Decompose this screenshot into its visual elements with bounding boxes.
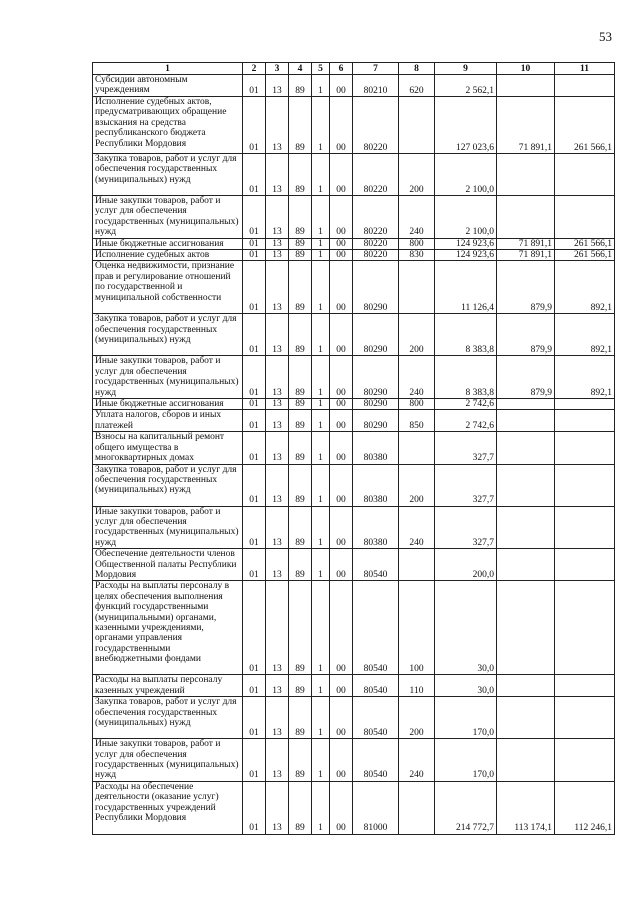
cell-col-3: 13 (266, 75, 289, 97)
cell-col-7: 80220 (353, 196, 399, 239)
cell-col-4: 89 (289, 675, 312, 697)
cell-col-5: 1 (312, 549, 330, 581)
cell-col-5: 1 (312, 410, 330, 432)
cell-col-10 (497, 549, 555, 581)
cell-col-5: 1 (312, 399, 330, 410)
cell-col-4: 89 (289, 196, 312, 239)
cell-col-4: 89 (289, 261, 312, 314)
cell-col-8 (399, 97, 435, 154)
row-name-cell (93, 196, 243, 239)
table-row (93, 675, 615, 697)
cell-col-5: 1 (312, 781, 330, 834)
cell-col-7: 81000 (353, 781, 399, 834)
cell-col-11 (555, 506, 615, 549)
cell-col-2: 01 (243, 739, 266, 782)
cell-col-7: 80290 (353, 314, 399, 356)
cell-col-3: 13 (266, 250, 289, 261)
cell-col-2: 01 (243, 314, 266, 356)
cell-col-7: 80290 (353, 356, 399, 399)
cell-col-4: 89 (289, 356, 312, 399)
cell-col-9: 200,0 (435, 549, 497, 581)
cell-col-2: 01 (243, 549, 266, 581)
cell-col-4: 89 (289, 549, 312, 581)
row-name: Иные закупки товаров, работ и услуг для обеспечения государственных (муниципальных) нужд (95, 356, 239, 398)
cell-col-6: 00 (330, 549, 353, 581)
cell-col-8: 240 (399, 506, 435, 549)
row-name: Расходы на обеспечение деятельности (оказание услуг) государственных учреждений Республики Мордовия (95, 781, 219, 823)
cell-col-6: 00 (330, 97, 353, 154)
cell-col-5: 1 (312, 432, 330, 464)
row-name: Закупка товаров, работ и услуг для обеспечения государственных (муниципальных) нужд (95, 154, 237, 185)
row-name: Субсидии автономным учреждениям (95, 75, 188, 96)
cell-col-9: 8 383,8 (435, 356, 497, 399)
cell-col-4: 89 (289, 250, 312, 261)
cell-col-3: 13 (266, 675, 289, 697)
cell-col-7: 80380 (353, 432, 399, 464)
cell-col-10 (497, 410, 555, 432)
cell-col-9: 170,0 (435, 697, 497, 739)
table-body (93, 75, 615, 835)
cell-col-8: 200 (399, 154, 435, 196)
cell-col-3: 13 (266, 238, 289, 249)
cell-col-10 (497, 464, 555, 506)
table-row (93, 154, 615, 196)
row-name-cell (93, 399, 243, 410)
row-name-cell (93, 97, 243, 154)
cell-col-7: 80380 (353, 464, 399, 506)
cell-col-3: 13 (266, 314, 289, 356)
cell-col-9: 30,0 (435, 675, 497, 697)
row-name-cell (93, 739, 243, 782)
cell-col-7: 80290 (353, 410, 399, 432)
cell-col-9: 170,0 (435, 739, 497, 782)
row-name-cell (93, 781, 243, 834)
table-row (93, 506, 615, 549)
cell-col-11: 261 566,1 (555, 97, 615, 154)
cell-col-11: 112 246,1 (555, 781, 615, 834)
cell-col-8: 200 (399, 464, 435, 506)
row-name: Иные закупки товаров, работ и услуг для обеспечения государственных (муниципальных) нужд (95, 739, 239, 781)
table-row (93, 410, 615, 432)
cell-col-7: 80540 (353, 739, 399, 782)
cell-col-4: 89 (289, 697, 312, 739)
cell-col-3: 13 (266, 410, 289, 432)
cell-col-8: 200 (399, 314, 435, 356)
cell-col-6: 00 (330, 432, 353, 464)
column-header: 11 (555, 63, 615, 75)
cell-col-7: 80290 (353, 399, 399, 410)
row-name: Исполнение судебных актов, предусматривающих обращение взыскания на средства республиканского бюджета Республики Мордовия (95, 97, 227, 149)
row-name-cell (93, 675, 243, 697)
cell-col-8: 200 (399, 697, 435, 739)
cell-col-2: 01 (243, 399, 266, 410)
row-name: Исполнение судебных актов (95, 250, 210, 261)
cell-col-6: 00 (330, 196, 353, 239)
cell-col-10 (497, 581, 555, 675)
row-name: Закупка товаров, работ и услуг для обеспечения государственных (муниципальных) нужд (95, 314, 237, 346)
cell-col-6: 00 (330, 697, 353, 739)
cell-col-11 (555, 675, 615, 697)
cell-col-6: 00 (330, 75, 353, 97)
row-name: Иные закупки товаров, работ и услуг для обеспечения государственных (муниципальных) нужд (95, 196, 239, 238)
cell-col-3: 13 (266, 506, 289, 549)
cell-col-4: 89 (289, 238, 312, 249)
cell-col-4: 89 (289, 432, 312, 464)
column-header: 7 (353, 63, 399, 75)
row-name: Закупка товаров, работ и услуг для обеспечения государственных (муниципальных) нужд (95, 464, 237, 496)
cell-col-10 (497, 697, 555, 739)
cell-col-10: 113 174,1 (497, 781, 555, 834)
table-row (93, 549, 615, 581)
cell-col-5: 1 (312, 75, 330, 97)
cell-col-10 (497, 675, 555, 697)
table-row (93, 781, 615, 834)
cell-col-4: 89 (289, 399, 312, 410)
row-name: Расходы на выплаты персоналу казенных учреждений (95, 675, 223, 696)
table-row (93, 250, 615, 261)
cell-col-3: 13 (266, 196, 289, 239)
cell-col-4: 89 (289, 464, 312, 506)
cell-col-7: 80220 (353, 97, 399, 154)
cell-col-5: 1 (312, 154, 330, 196)
cell-col-6: 00 (330, 781, 353, 834)
cell-col-7: 80220 (353, 154, 399, 196)
cell-col-2: 01 (243, 154, 266, 196)
cell-col-9: 327,7 (435, 506, 497, 549)
cell-col-8: 110 (399, 675, 435, 697)
table-row (93, 314, 615, 356)
table-row (93, 697, 615, 739)
cell-col-7: 80540 (353, 549, 399, 581)
row-name-cell (93, 75, 243, 97)
row-name-cell (93, 549, 243, 581)
cell-col-8 (399, 781, 435, 834)
cell-col-2: 01 (243, 238, 266, 249)
column-header: 1 (93, 63, 243, 75)
column-header: 10 (497, 63, 555, 75)
cell-col-9: 2 742,6 (435, 399, 497, 410)
page-number: 53 (599, 29, 612, 44)
cell-col-5: 1 (312, 506, 330, 549)
cell-col-4: 89 (289, 154, 312, 196)
row-name: Обеспечение деятельности членов Общественной палаты Республики Мордовия (95, 549, 237, 580)
table-row (93, 238, 615, 249)
column-header: 8 (399, 63, 435, 75)
cell-col-11 (555, 739, 615, 782)
cell-col-2: 01 (243, 97, 266, 154)
table-row (93, 261, 615, 314)
cell-col-3: 13 (266, 261, 289, 314)
cell-col-11: 261 566,1 (555, 250, 615, 261)
cell-col-11 (555, 154, 615, 196)
cell-col-9: 8 383,8 (435, 314, 497, 356)
table-row (93, 432, 615, 464)
budget-table (92, 62, 615, 835)
cell-col-5: 1 (312, 196, 330, 239)
table-row (93, 581, 615, 675)
row-name-cell (93, 356, 243, 399)
cell-col-7: 80290 (353, 261, 399, 314)
table-row (93, 356, 615, 399)
cell-col-3: 13 (266, 399, 289, 410)
cell-col-10 (497, 196, 555, 239)
cell-col-4: 89 (289, 739, 312, 782)
cell-col-10 (497, 75, 555, 97)
cell-col-2: 01 (243, 675, 266, 697)
cell-col-8: 800 (399, 399, 435, 410)
cell-col-9: 30,0 (435, 581, 497, 675)
cell-col-9: 127 023,6 (435, 97, 497, 154)
row-name: Иные закупки товаров, работ и услуг для обеспечения государственных (муниципальных) нужд (95, 506, 239, 548)
cell-col-2: 01 (243, 261, 266, 314)
cell-col-8 (399, 261, 435, 314)
row-name-cell (93, 154, 243, 196)
cell-col-9: 124 923,6 (435, 250, 497, 261)
row-name-cell (93, 410, 243, 432)
cell-col-7: 80210 (353, 75, 399, 97)
cell-col-9: 2 100,0 (435, 154, 497, 196)
cell-col-2: 01 (243, 781, 266, 834)
cell-col-8: 240 (399, 196, 435, 239)
cell-col-5: 1 (312, 261, 330, 314)
column-header: 3 (266, 63, 289, 75)
cell-col-10: 879,9 (497, 356, 555, 399)
cell-col-10 (497, 399, 555, 410)
table-row (93, 97, 615, 154)
row-name: Закупка товаров, работ и услуг для обеспечения государственных (муниципальных) нужд (95, 697, 237, 728)
cell-col-11 (555, 464, 615, 506)
cell-col-2: 01 (243, 356, 266, 399)
cell-col-10: 71 891,1 (497, 250, 555, 261)
table-header-row (93, 63, 615, 75)
row-name: Иные бюджетные ассигнования (95, 238, 224, 249)
cell-col-2: 01 (243, 432, 266, 464)
cell-col-9: 327,7 (435, 464, 497, 506)
cell-col-6: 00 (330, 154, 353, 196)
cell-col-10 (497, 432, 555, 464)
cell-col-8: 100 (399, 581, 435, 675)
cell-col-3: 13 (266, 739, 289, 782)
cell-col-11: 892,1 (555, 356, 615, 399)
row-name: Расходы на выплаты персоналу в целях обеспечения выполнения функций государственными (муниципальными) органами, казенными учреждениями, органами управления государственными внебюджетными фондами (95, 581, 230, 665)
cell-col-4: 89 (289, 581, 312, 675)
cell-col-3: 13 (266, 581, 289, 675)
cell-col-3: 13 (266, 432, 289, 464)
cell-col-3: 13 (266, 781, 289, 834)
table-row (93, 399, 615, 410)
cell-col-11 (555, 399, 615, 410)
cell-col-4: 89 (289, 506, 312, 549)
row-name-cell (93, 432, 243, 464)
cell-col-2: 01 (243, 410, 266, 432)
cell-col-2: 01 (243, 250, 266, 261)
row-name-cell (93, 250, 243, 261)
cell-col-5: 1 (312, 238, 330, 249)
cell-col-9: 11 126,4 (435, 261, 497, 314)
table-row (93, 464, 615, 506)
cell-col-6: 00 (330, 399, 353, 410)
cell-col-10: 71 891,1 (497, 97, 555, 154)
cell-col-5: 1 (312, 581, 330, 675)
cell-col-7: 80540 (353, 581, 399, 675)
cell-col-11: 892,1 (555, 314, 615, 356)
cell-col-9: 124 923,6 (435, 238, 497, 249)
cell-col-3: 13 (266, 697, 289, 739)
cell-col-2: 01 (243, 196, 266, 239)
cell-col-10: 71 891,1 (497, 238, 555, 249)
row-name-cell (93, 581, 243, 675)
cell-col-5: 1 (312, 464, 330, 506)
cell-col-9: 214 772,7 (435, 781, 497, 834)
cell-col-10 (497, 154, 555, 196)
cell-col-4: 89 (289, 97, 312, 154)
column-header: 5 (312, 63, 330, 75)
cell-col-7: 80540 (353, 697, 399, 739)
column-header: 4 (289, 63, 312, 75)
cell-col-6: 00 (330, 261, 353, 314)
cell-col-2: 01 (243, 506, 266, 549)
cell-col-3: 13 (266, 154, 289, 196)
cell-col-3: 13 (266, 464, 289, 506)
cell-col-4: 89 (289, 75, 312, 97)
cell-col-8 (399, 549, 435, 581)
row-name-cell (93, 314, 243, 356)
cell-col-5: 1 (312, 97, 330, 154)
cell-col-10 (497, 506, 555, 549)
cell-col-5: 1 (312, 739, 330, 782)
cell-col-11 (555, 196, 615, 239)
row-name-cell (93, 697, 243, 739)
cell-col-7: 80220 (353, 250, 399, 261)
column-header: 6 (330, 63, 353, 75)
cell-col-7: 80380 (353, 506, 399, 549)
cell-col-7: 80220 (353, 238, 399, 249)
row-name-cell (93, 238, 243, 249)
cell-col-6: 00 (330, 506, 353, 549)
cell-col-8: 830 (399, 250, 435, 261)
cell-col-6: 00 (330, 314, 353, 356)
cell-col-3: 13 (266, 97, 289, 154)
cell-col-5: 1 (312, 697, 330, 739)
cell-col-6: 00 (330, 675, 353, 697)
cell-col-11: 892,1 (555, 261, 615, 314)
cell-col-5: 1 (312, 250, 330, 261)
cell-col-8: 620 (399, 75, 435, 97)
cell-col-9: 2 562,1 (435, 75, 497, 97)
cell-col-11 (555, 432, 615, 464)
cell-col-8: 240 (399, 739, 435, 782)
cell-col-8: 800 (399, 238, 435, 249)
row-name: Взносы на капитальный ремонт общего имущества в многоквартирных домах (95, 432, 225, 464)
row-name-cell (93, 506, 243, 549)
cell-col-2: 01 (243, 464, 266, 506)
cell-col-9: 2 100,0 (435, 196, 497, 239)
cell-col-5: 1 (312, 675, 330, 697)
cell-col-11 (555, 410, 615, 432)
cell-col-6: 00 (330, 464, 353, 506)
row-name: Оценка недвижимости, признание прав и регулирование отношений по государственной и муниципальной собственности (95, 261, 235, 303)
cell-col-11 (555, 75, 615, 97)
cell-col-10: 879,9 (497, 314, 555, 356)
row-name: Иные бюджетные ассигнования (95, 399, 224, 410)
cell-col-5: 1 (312, 314, 330, 356)
cell-col-9: 2 742,6 (435, 410, 497, 432)
cell-col-8: 240 (399, 356, 435, 399)
cell-col-3: 13 (266, 549, 289, 581)
table-row (93, 739, 615, 782)
cell-col-11 (555, 581, 615, 675)
cell-col-6: 00 (330, 238, 353, 249)
cell-col-11 (555, 697, 615, 739)
cell-col-4: 89 (289, 781, 312, 834)
row-name: Уплата налогов, сборов и иных платежей (95, 410, 222, 431)
cell-col-2: 01 (243, 581, 266, 675)
column-header: 9 (435, 63, 497, 75)
cell-col-7: 80540 (353, 675, 399, 697)
cell-col-6: 00 (330, 410, 353, 432)
table-row (93, 196, 615, 239)
cell-col-11 (555, 549, 615, 581)
cell-col-5: 1 (312, 356, 330, 399)
cell-col-4: 89 (289, 410, 312, 432)
cell-col-10: 879,9 (497, 261, 555, 314)
cell-col-9: 327,7 (435, 432, 497, 464)
row-name-cell (93, 464, 243, 506)
cell-col-6: 00 (330, 739, 353, 782)
cell-col-6: 00 (330, 356, 353, 399)
cell-col-8 (399, 432, 435, 464)
cell-col-2: 01 (243, 75, 266, 97)
column-header: 2 (243, 63, 266, 75)
cell-col-2: 01 (243, 697, 266, 739)
cell-col-6: 00 (330, 581, 353, 675)
table-row (93, 75, 615, 97)
row-name-cell (93, 261, 243, 314)
cell-col-11: 261 566,1 (555, 238, 615, 249)
cell-col-3: 13 (266, 356, 289, 399)
cell-col-8: 850 (399, 410, 435, 432)
cell-col-6: 00 (330, 250, 353, 261)
cell-col-10 (497, 739, 555, 782)
cell-col-4: 89 (289, 314, 312, 356)
